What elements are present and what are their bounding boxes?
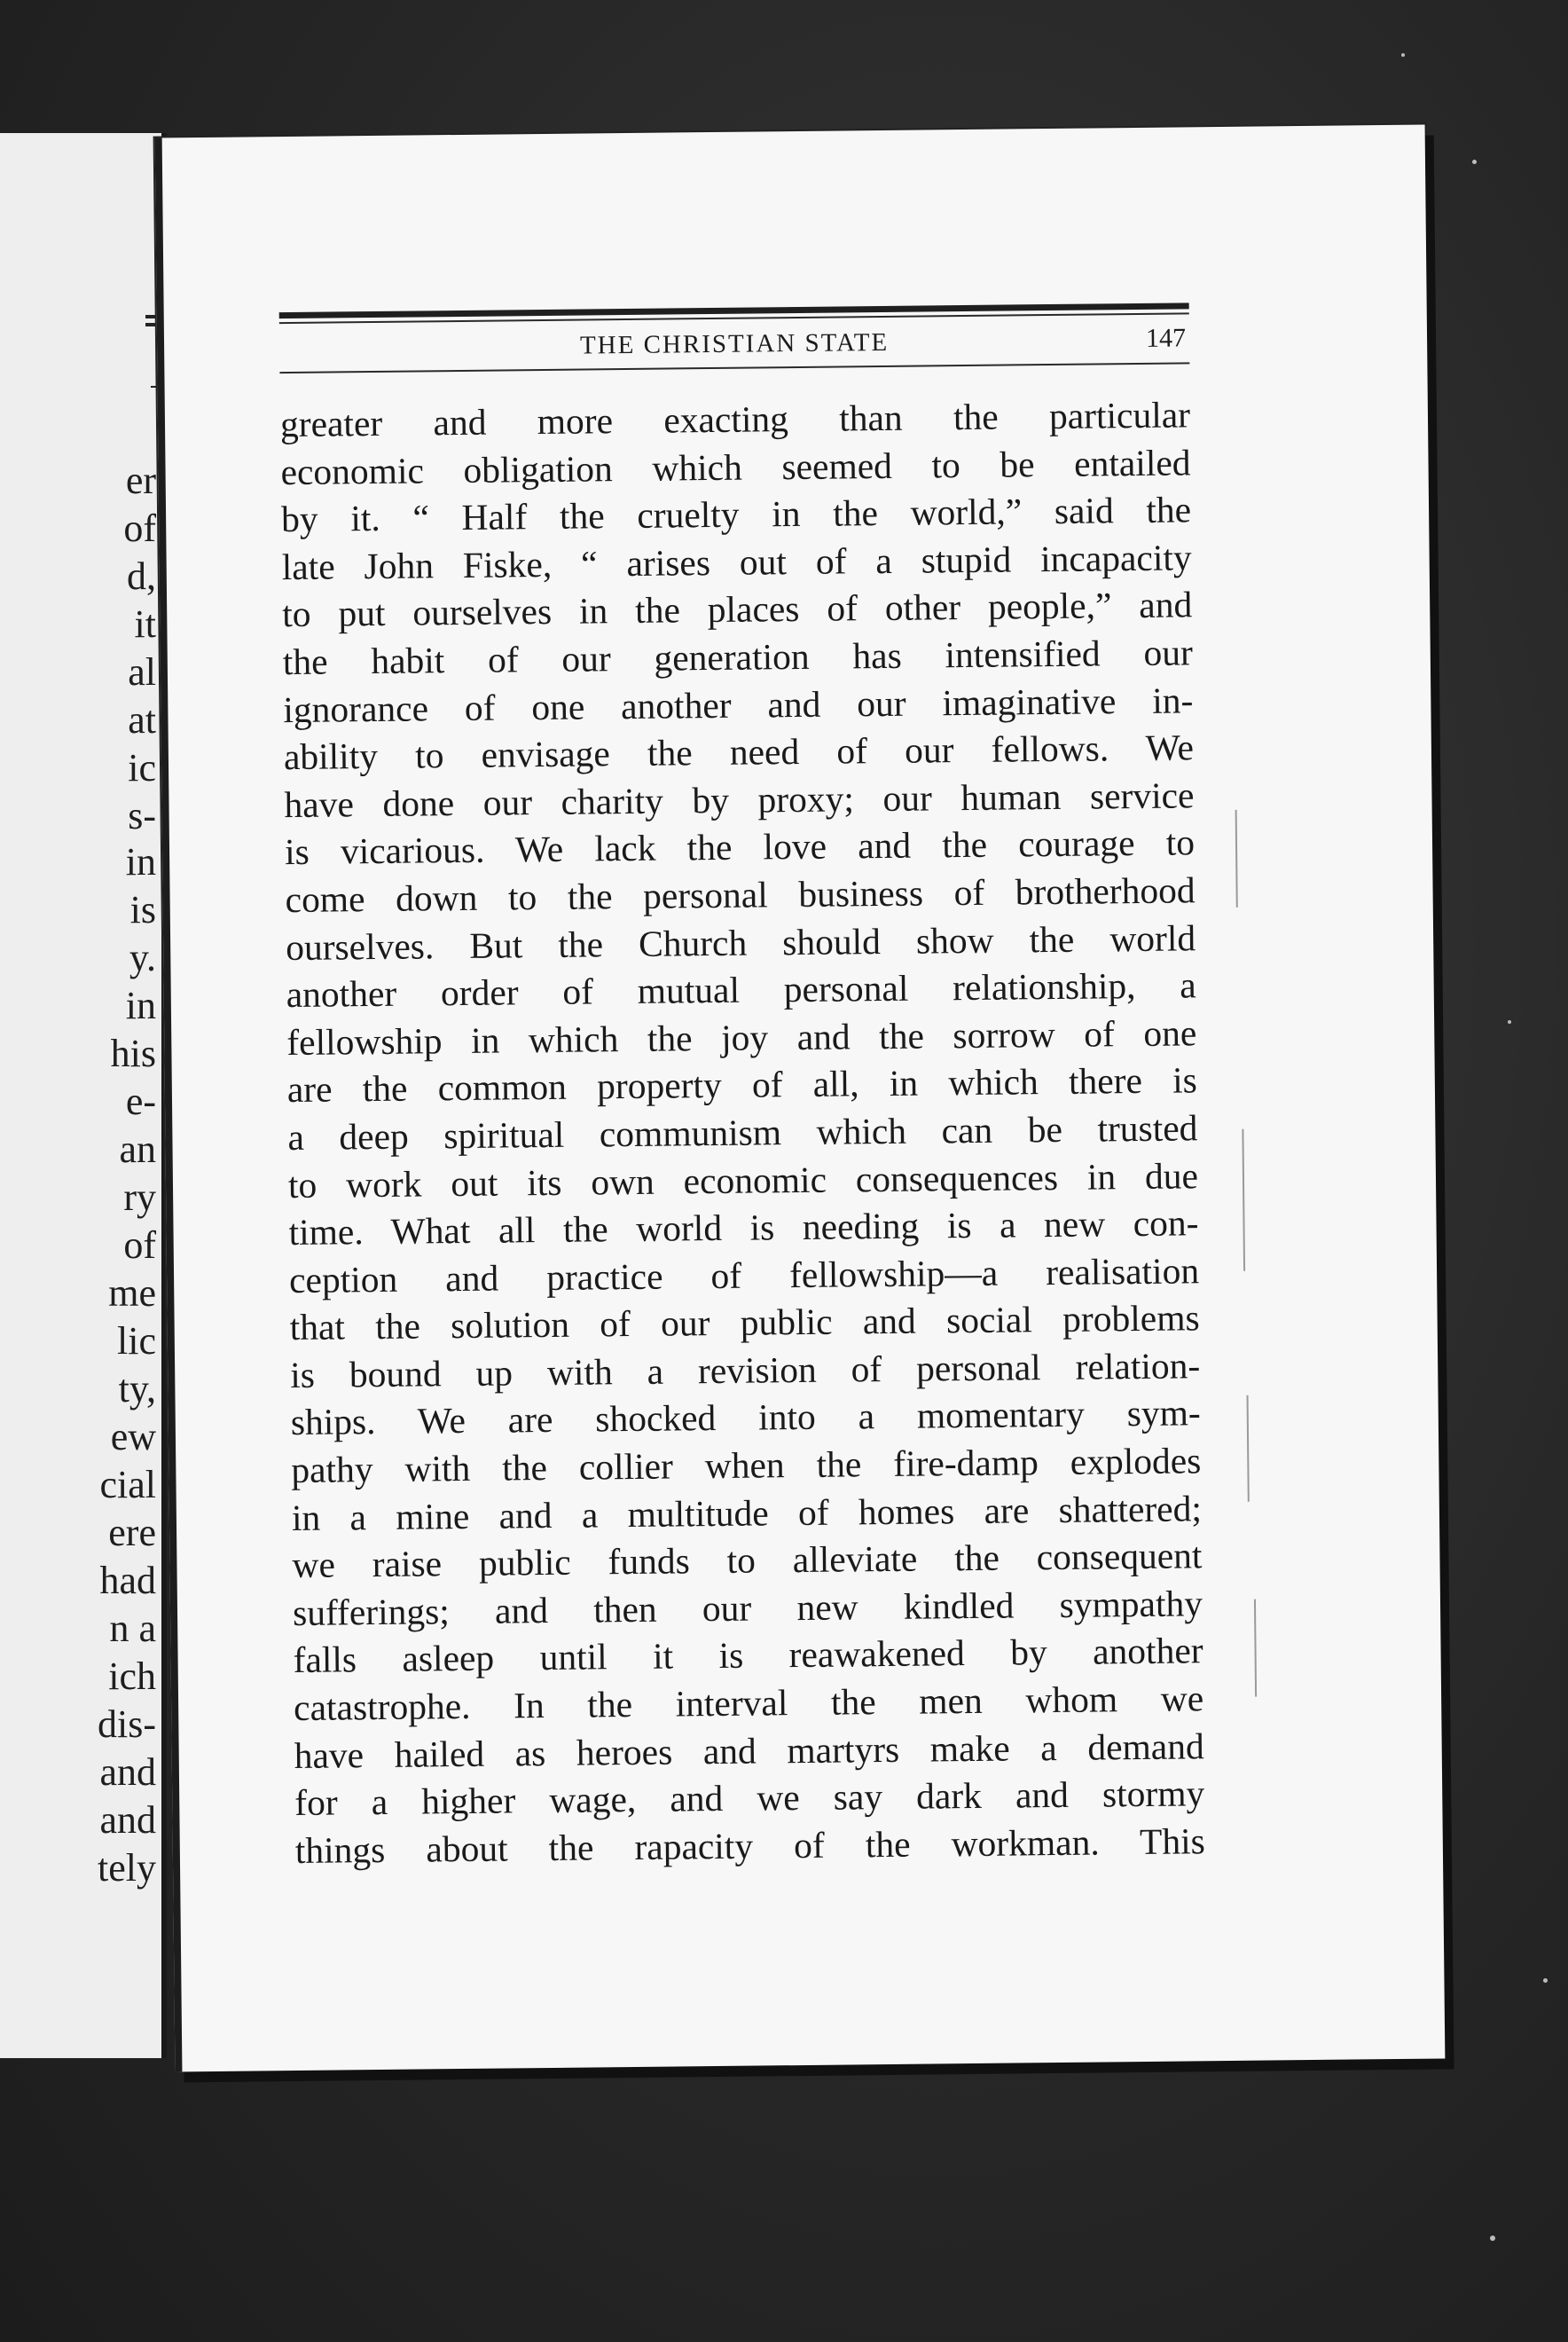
text-line: a deep spiritual communism which can be trusted — [287, 1107, 1198, 1158]
text-line: ships. We are shocked into a momentary sym- — [290, 1392, 1201, 1443]
text-line: pathy with the collier when the fire-damp explodes — [291, 1440, 1202, 1491]
dust-speck — [1490, 2236, 1495, 2241]
left-page-fragment: ty, — [118, 1367, 156, 1411]
left-page-fragment: d, — [127, 554, 156, 598]
page-number: 147 — [1145, 323, 1187, 353]
text-line: ception and practice of fellowship—a realisation — [288, 1249, 1200, 1301]
text-line: sufferings; and then our new kindled sympathy — [292, 1583, 1203, 1633]
dust-speck — [1508, 1020, 1511, 1024]
running-header — [279, 303, 1190, 373]
margin-pencil-mark — [1254, 1599, 1257, 1697]
text-line: to work out its own economic consequences in due — [287, 1154, 1199, 1206]
margin-pencil-mark — [1247, 1395, 1250, 1502]
left-page-fragment: it — [134, 602, 156, 646]
left-page-fragment: lic — [117, 1319, 156, 1363]
text-line: ability to envisage the need of our fellows. We — [283, 727, 1195, 778]
left-page-fragment: and — [99, 1798, 156, 1842]
dust-speck — [1472, 160, 1477, 164]
left-page-fragment: in — [125, 840, 156, 884]
text-line: are the common property of all, in which there is — [286, 1059, 1198, 1111]
header-line — [279, 314, 1190, 372]
text-line: have hailed as heroes and martyrs make a demand — [294, 1725, 1204, 1776]
dust-speck — [1401, 53, 1405, 57]
left-page-fragment: is — [129, 888, 156, 931]
text-line: time. What all the world is needing is a new con- — [288, 1202, 1199, 1254]
left-page-fragment: ere — [108, 1511, 156, 1554]
text-line: falls asleep until it is reawakened by another — [293, 1630, 1203, 1681]
text-line: ourselves. But the Church should show the world — [285, 916, 1196, 968]
text-line: by it. “ Half the cruelty in the world,” said the — [280, 489, 1192, 540]
left-facing-page — [0, 133, 167, 2058]
left-page-fragment: er — [125, 459, 156, 502]
left-page-fragment: cial — [99, 1463, 156, 1506]
left-page-fragment: ew — [110, 1415, 156, 1458]
left-page-fragment: his — [110, 1032, 156, 1075]
text-line: fellowship in which the joy and the sorrow of one — [286, 1012, 1197, 1063]
text-line: economic obligation which seemed to be entailed — [280, 441, 1191, 492]
left-page-fragment: al — [128, 650, 156, 694]
left-page-fragment: me — [108, 1271, 156, 1315]
text-line: to put ourselves in the places of other people,” and — [282, 584, 1193, 635]
text-line: we raise public funds to alleviate the consequent — [292, 1535, 1203, 1586]
left-page-fragment: of — [123, 1223, 156, 1267]
left-page-fragment: dis- — [98, 1702, 156, 1746]
text-line: catastrophe. In the interval the men whom we — [293, 1678, 1204, 1729]
text-line: that the solution of our public and social problems — [289, 1297, 1200, 1348]
text-line: late John Fiske, “ arises out of a stupid incapacity — [281, 537, 1192, 587]
left-page-fragment: of — [123, 507, 156, 550]
text-line: greater and more exacting than the particular — [279, 394, 1191, 445]
left-page-fragment: ich — [108, 1654, 156, 1698]
body-text — [280, 391, 1205, 1874]
margin-pencil-mark — [1242, 1129, 1245, 1271]
left-page-fragment: in — [125, 984, 156, 1027]
left-page-fragment: y. — [129, 936, 156, 979]
running-title: THE CHRISTIAN STATE — [579, 327, 890, 360]
text-line: have done our charity by proxy; our human service — [284, 774, 1195, 825]
text-line: for a higher wage, and we say dark and stormy — [294, 1772, 1205, 1824]
text-line: things about the rapacity of the workman. This — [294, 1820, 1206, 1871]
margin-pencil-mark — [1235, 810, 1238, 908]
text-line: another order of mutual personal relationship, a — [286, 964, 1196, 1016]
left-page-fragment: n a — [109, 1607, 156, 1650]
book-page — [155, 125, 1446, 2072]
dust-speck — [1543, 1978, 1548, 1983]
left-page-fragment: ry — [123, 1175, 156, 1219]
left-page-fragment: and — [99, 1750, 156, 1794]
left-page-fragment: ic — [128, 746, 156, 790]
text-line: the habit of our generation has intensified our — [282, 632, 1194, 683]
text-line: come down to the personal business of brotherhood — [285, 869, 1196, 921]
text-line: in a mine and a multitude of homes are shattered; — [291, 1487, 1203, 1538]
left-page-fragment: had — [99, 1559, 156, 1602]
text-line: is vicarious. We lack the love and the courage to — [284, 821, 1196, 873]
text-line: is bound up with a revision of personal relation- — [289, 1345, 1201, 1395]
left-page-fragment: at — [128, 698, 156, 742]
left-page-fragment: e- — [125, 1080, 156, 1123]
left-page-fragment: tely — [98, 1846, 156, 1890]
left-page-fragment: s- — [128, 794, 156, 837]
text-line: ignorance of one another and our imaginative in- — [283, 679, 1194, 730]
left-page-fragment: an — [119, 1128, 156, 1171]
